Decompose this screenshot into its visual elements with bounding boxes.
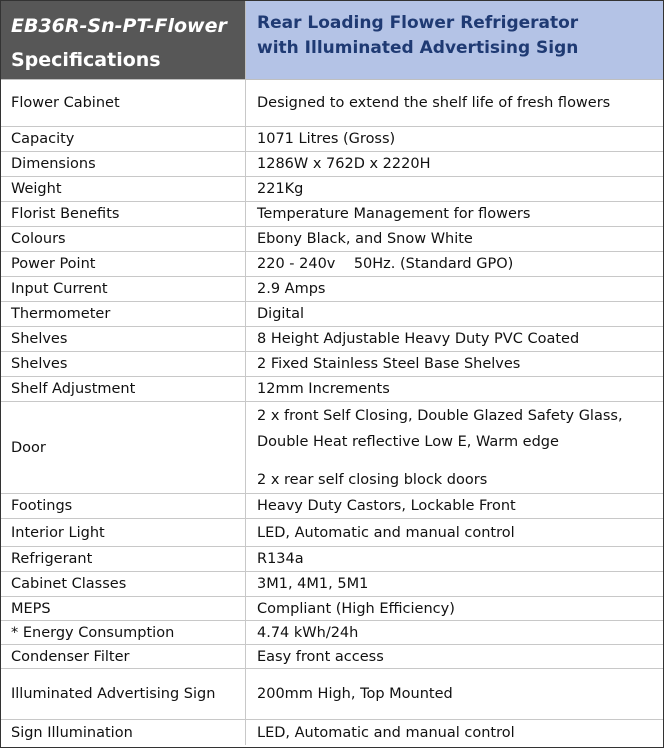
door-line-1: 2 x front Self Closing, Double Glazed Safety Glass, [257, 408, 623, 424]
spec-label: Flower Cabinet [1, 80, 246, 126]
spec-label: Weight [1, 177, 246, 201]
spec-value: 4.74 kWh/24h [257, 624, 359, 641]
spec-value: 1286W x 762D x 2220H [257, 156, 431, 172]
spec-row-cabinet-classes [1, 572, 663, 597]
model-header-cell [1, 1, 246, 79]
spec-row-footings [1, 494, 663, 519]
spec-row-illuminated-sign [1, 669, 663, 720]
spec-label: Interior Light [1, 519, 246, 546]
spec-label: Shelves [1, 352, 246, 376]
spec-row-interior-light [1, 519, 663, 547]
spec-label: Sign Illumination [1, 720, 246, 745]
spec-row-shelves-fixed [1, 352, 663, 377]
spec-row-shelves-adjustable [1, 327, 663, 352]
spec-value: Easy front access [257, 648, 384, 665]
spec-value: 221Kg [257, 181, 304, 197]
spec-row-refrigerant [1, 547, 663, 572]
spec-value: Heavy Duty Castors, Lockable Front [257, 498, 516, 514]
spec-value: Ebony Black, and Snow White [257, 231, 473, 247]
spec-row-power-point [1, 252, 663, 277]
door-line-2: Double Heat reflective Low E, Warm edge [257, 434, 559, 450]
spec-label: Refrigerant [1, 547, 246, 571]
specifications-label: Specifications [11, 49, 161, 71]
spec-row-condenser-filter [1, 645, 663, 669]
spec-label: Condenser Filter [1, 645, 246, 668]
spec-value: 3M1, 4M1, 5M1 [257, 576, 369, 592]
spec-value: Compliant (High Efficiency) [257, 600, 455, 617]
spec-label: Door [1, 402, 246, 493]
spec-value: Digital [257, 306, 305, 322]
model-number: EB36R-Sn-PT-Flower [11, 15, 227, 37]
door-line-3: 2 x rear self closing block doors [257, 472, 488, 488]
spec-value: LED, Automatic and manual control [257, 724, 515, 741]
spec-value: Designed to extend the shelf life of fresh flowers [257, 95, 611, 111]
spec-row-weight [1, 177, 663, 202]
spec-row-energy-consumption [1, 621, 663, 645]
spec-label: Florist Benefits [1, 202, 246, 226]
spec-label: Shelf Adjustment [1, 377, 246, 401]
spec-label: Thermometer [1, 302, 246, 326]
spec-row-capacity [1, 127, 663, 152]
spec-row-sign-illumination [1, 720, 663, 745]
spec-value: Temperature Management for flowers [257, 206, 531, 222]
spec-label: Illuminated Advertising Sign [1, 669, 246, 719]
product-title-line-1: Rear Loading Flower Refrigerator [257, 13, 579, 33]
spec-label: * Energy Consumption [1, 621, 246, 644]
spec-row-door [1, 402, 663, 494]
spec-label: Power Point [1, 252, 246, 276]
spec-label: Dimensions [1, 152, 246, 176]
spec-label: Shelves [1, 327, 246, 351]
spec-row-florist-benefits [1, 202, 663, 227]
spec-value: LED, Automatic and manual control [257, 524, 515, 541]
spec-label: Colours [1, 227, 246, 251]
spec-label: Capacity [1, 127, 246, 151]
spec-value: 200mm High, Top Mounted [257, 686, 453, 702]
spec-label: Input Current [1, 277, 246, 301]
spec-row-shelf-adjustment [1, 377, 663, 402]
spec-label: Footings [1, 494, 246, 518]
spec-value: 12mm Increments [257, 381, 390, 397]
spec-row-input-current [1, 277, 663, 302]
spec-header [1, 1, 663, 80]
product-title-cell [246, 1, 663, 79]
spec-value: 2.9 Amps [257, 281, 326, 297]
spec-value: 220 - 240v 50Hz. (Standard GPO) [257, 256, 514, 272]
spec-row-dimensions [1, 152, 663, 177]
spec-value: R134a [257, 551, 304, 567]
spec-row-meps [1, 597, 663, 621]
spec-row-colours [1, 227, 663, 252]
spec-label: MEPS [1, 597, 246, 620]
spec-row-flower-cabinet [1, 80, 663, 127]
spec-value: 2 Fixed Stainless Steel Base Shelves [257, 356, 521, 372]
spec-value: 8 Height Adjustable Heavy Duty PVC Coated [257, 331, 580, 347]
spec-label: Cabinet Classes [1, 572, 246, 596]
spec-value [246, 402, 663, 493]
spec-value: 1071 Litres (Gross) [257, 131, 396, 147]
product-title-line-2: with Illuminated Advertising Sign [257, 38, 579, 58]
spec-row-thermometer [1, 302, 663, 327]
